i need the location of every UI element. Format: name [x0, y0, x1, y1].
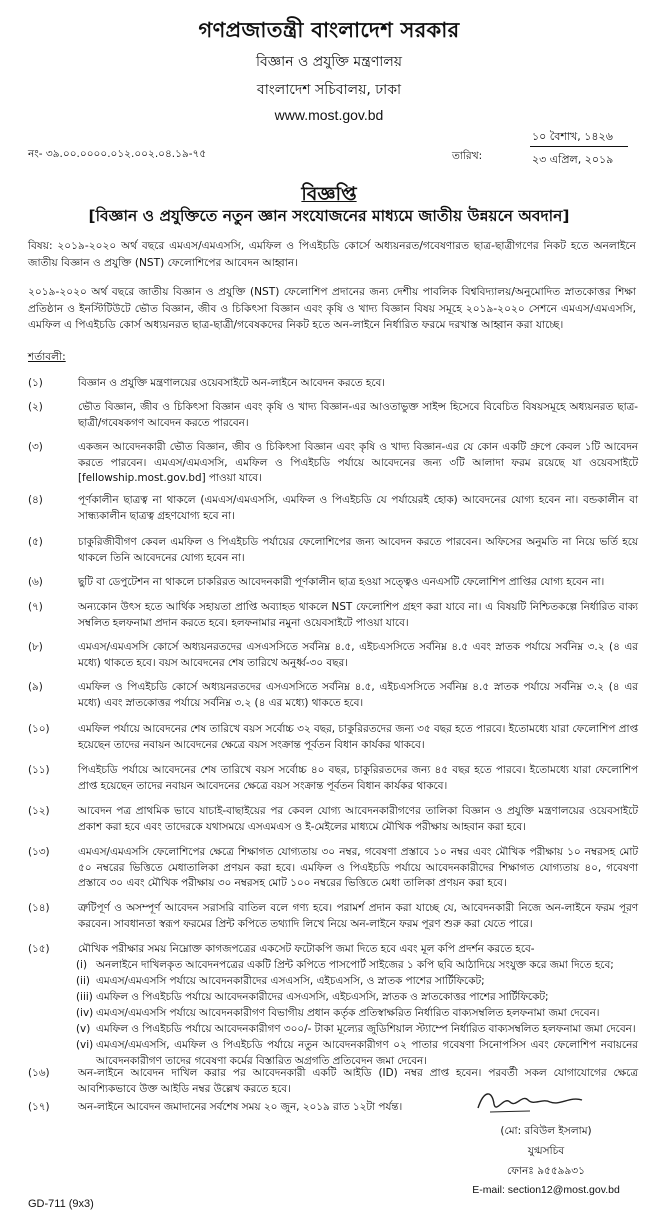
document-text: এমফিল ও পিএইচডি পর্যায়ে আবেদনকারীদের এসএসসি, এইচএসসি, স্নাতক ও স্নাতকোত্তর পাশের সার্টিফিকেট;: [96, 991, 549, 1003]
date-bangla: ১০ বৈশাখ, ১৪২৬: [532, 130, 613, 143]
subject-paragraph: বিষয়: ২০১৯-২০২০ অর্থ বছরে এমএস/এমএসসি, এমফিল ও পিএইচডি কোর্সে অধ্যয়নরত/গবেষণারত ছাত্র-ছাত্রীগণের নিকট হতে অনলাইনে জাতীয় বিজ্ঞান ও প্রযুক্তি (NST) ফেলোশিপের আবেদন আহ্বান।: [28, 240, 636, 269]
document-number: (vi): [76, 1039, 94, 1051]
condition-text: পূর্ণকালীন ছাত্রত্ব না থাকলে (এমএস/এমএসসি, এমফিল ও পিএইচডি যে পর্যায়েরই হোক) আবেদনের যোগ্য হবেন না। বন্ডকালীন বা সান্ধ্যকালীন ছাত্রত্ব গ্রহণযোগ্য হবে না।: [78, 494, 638, 522]
condition-number: (১২): [28, 805, 50, 817]
condition-text: একজন আবেদনকারী ভৌত বিজ্ঞান, জীব ও চিকিৎসা বিজ্ঞান এবং কৃষি ও খাদ্য বিজ্ঞান-এর যে কোন একটি গ্রুপে কেবল ১টি আবেদন করতে পারবেন। এমএস/এমএসসি, এমফিল ও পিএইচডি পর্যায়ে আবেদনের জন্য ৩টি আলাদা ফরম রয়েছে যা ওয়েবসাইটে [fellowship.most.gov.bd] পাওয়া যাবে।: [78, 441, 638, 484]
conditions-label: শর্তাবলী:: [28, 351, 66, 363]
signature-scribble: [470, 1080, 590, 1120]
signatory-name: (মো: রবিউল ইসলাম): [500, 1125, 592, 1137]
date-label: তারিখ:: [452, 150, 483, 162]
condition-number: (১৫): [28, 943, 50, 955]
document-text: এমফিল ও পিএইচডি পর্যায়ে আবেদনকারীগণ ৩০০/- টাকা মূল্যের জুডিশিয়াল স্ট্যাম্পে নির্ধারিত বাক্যসম্বলিত হলফনামা জমা দেবেন।: [96, 1023, 636, 1035]
condition-number: (৭): [28, 601, 43, 613]
document-text: অনলাইনে দাখিলকৃত আবেদনপত্রের একটি প্রিন্ট কপিতে পাসপোর্ট সাইজের ১ কপি ছবি আঠাদিয়ে সংযুক্ত করে জমা দিতে হবে;: [96, 959, 614, 971]
condition-number: (৯): [28, 681, 43, 693]
signatory-designation: যুগ্মসচিব: [527, 1145, 565, 1157]
condition-number: (১১): [28, 764, 50, 776]
condition-number: (১৭): [28, 1101, 50, 1113]
condition-text: আবেদন পত্র প্রাথমিক ভাবে যাচাই-বাছাইয়ের পর কেবল যোগ্য আবেদনকারীগণের তালিকা বিজ্ঞান ও প্রযুক্তি মন্ত্রণালয়ের ওয়েবসাইটে প্রকাশ করা হবে এবং তাদেরকে যথাসময়ে এসএমএস ও ই-মেইলের মাধ্যমে মৌখিক পরীক্ষায় আহবান করা হবে।: [78, 805, 638, 833]
intro-paragraph: ২০১৯-২০২০ অর্থ বছরে জাতীয় বিজ্ঞান ও প্রযুক্তি (NST) ফেলোশিপ প্রদানের জন্য দেশীয় পাবলিক বিশ্ববিদ্যালয়/অনুমোদিত স্নাতকোত্তর শিক্ষা প্রতিষ্ঠান ও ইনস্টিটিউটে ভৌত বিজ্ঞান, জীব ও চিকিৎসা বিজ্ঞান এবং কৃষি ও খাদ্য বিজ্ঞান বিষয় সমূহে ২০১৯-২০২০ সেশনে এমএস/এমএসসি, এমফিল এ পিএইচডি কোর্স অধ্যয়নরত ছাত্র-ছাত্রী/গবেষকদের নিকট হতে অন-লাইনে নির্ধারিত ফরমে দরখাস্ত আহ্বান করা যাচ্ছে।: [28, 286, 636, 331]
condition-text: চাকুরিজীবীগণ কেবল এমফিল ও পিএইচডি পর্যায়ের ফেলোশিপের জন্য আবেদন করতে পারবেন। অফিসের অনুমতি না নিয়ে ভর্তি হয়ে থাকলে তিনি আবেদনের যোগ্য হবেন না।: [78, 536, 638, 564]
condition-text: অন্যকোন উৎস হতে আর্থিক সহায়তা প্রাপ্তি অব্যাহত থাকলে NST ফেলোশিপ গ্রহণ করা যাবে না। এ বিষয়টি নিশ্চিতকল্পে নির্ধারিত বাক্য সম্বলিত হলফনামা প্রদান করতে হবে। হলফনামার নমুনা ওয়েবসাইটে পাওয়া যাবে।: [78, 601, 638, 629]
condition-text: এমএস/এমএসসি কোর্সে অধ্যয়নরতদের এসএসসিতে সর্বনিম্ন ৪.৫, এইচএসসিতে সর্বনিম্ন ৪.৫ এবং স্নাতক পর্যায়ে সর্বনিম্ন ৩.২ (৪ এর মধ্যে) থাকতে হবে। বয়স আবেদনের শেষ তারিখে অনুর্ধ্ব-৩০ বছর।: [78, 641, 638, 669]
condition-text: ত্রুটিপূর্ণ ও অসম্পূর্ণ আবেদন সরাসরি বাতিল বলে গণ্য হবে। পরামর্শ প্রদান করা যাচ্ছে যে, আবেদনকারী নিজে অন-লাইনে ফরম পূরণ করবেন। সাবধানতা স্বরূপ ফরমের প্রিন্ট কপিতে তথ্যাদি লিখে নিয়ে অন-লাইনে ফরম পূরণ শুরু করা যেতে পারে।: [78, 902, 638, 930]
document-text: এমএস/এমএসসি, এমফিল ও পিএইচডি পর্যায়ে নতুন আবেদনকারীগণ ০২ পাতার গবেষণা সিনোপসিস এবং ফেলোশিপ নবায়নের আবেদনকারীগণ তাদের গবেষণা কর্মের বিস্তারিত অগ্রগতি প্রতিবেদন জমা দেবেন।: [96, 1039, 638, 1067]
notice-subtitle: [বিজ্ঞান ও প্রযুক্তিতে নতুন জ্ঞান সংযোজনের মাধ্যমে জাতীয় উন্নয়নে অবদান]: [88, 207, 570, 225]
ministry-name: বিজ্ঞান ও প্রযুক্তি মন্ত্রণালয়: [255, 54, 403, 70]
document-text: এমএস/এমএসসি পর্যায়ে আবেদনকারীদের এসএসসি, এইচএসসি, ও স্নাতক পাশের সার্টিফিকেট;: [96, 975, 485, 987]
condition-number: (১): [28, 377, 43, 389]
condition-number: (১৩): [28, 846, 50, 858]
condition-text: এমফিল পর্যায়ে আবেদনের শেষ তারিখে বয়স সর্বোচ্চ ৩২ বছর, চাকুরিরতদের জন্য ৩৫ বছর হতে পারবে। ইতোমধ্যে যারা ফেলোশিপ প্রাপ্ত হয়েছেন তাদের নবায়ন আবেদনের ক্ষেত্রে বয়স সংক্রান্ত পূর্বতন বিধান কার্যকর থাকবে।: [78, 723, 638, 751]
date-divider: [530, 146, 628, 147]
document-number: (iv): [76, 1007, 94, 1019]
signatory-phone: ফোনঃ ৯৫৫৯৯৩১: [507, 1165, 585, 1177]
condition-number: (৬): [28, 576, 43, 588]
condition-text: বিজ্ঞান ও প্রযুক্তি মন্ত্রণালয়ের ওয়েবসাইটে অন-লাইনে আবেদন করতে হবে।: [78, 377, 385, 389]
condition-text: এমএস/এমএসসি ফেলোশিপের ক্ষেত্রে শিক্ষাগত যোগ্যতায় ৩০ নম্বর, গবেষণা প্রস্তাবে ১০ নম্বর এবং মৌখিক পরীক্ষায় ১০ নম্বরসহ মোট ৫০ নম্বরের ভিত্তিতে মেধাতালিকা প্রণয়ন করা হবে। এমফিল ও পিএইচডি পর্যায়ে আবেদনকারীদের শিক্ষাগত যোগ্যতায় ৪০, গবেষণা প্রস্তাবে ৩০ এবং মৌখিক পরীক্ষায় ৩০ নম্বরসহ মোট ১০০ নম্বরের ভিত্তিতে মেধা তালিকা প্রণয়ন করা হবে।: [78, 846, 638, 889]
document-number: (ii): [76, 975, 90, 987]
condition-number: (২): [28, 401, 43, 413]
condition-text: মৌখিক পরীক্ষার সময় নিম্নোক্ত কাগজপত্রের একসেট ফটোকপি জমা দিতে হবে এবং মূল কপি প্রদর্শন করতে হবে-: [78, 943, 535, 955]
document-number: (v): [76, 1023, 91, 1035]
condition-text: ছুটি বা ডেপুটেশন না থাকলে চাকরিরত আবেদনকারী পূর্ণকালীন ছাত্র হওয়া সত্ত্বেও এনএসটি ফেলোশিপ প্রাপ্তির যোগ্য হবেন না।: [78, 576, 605, 588]
condition-number: (১৪): [28, 902, 50, 914]
notice-title: বিজ্ঞপ্তি: [301, 183, 357, 205]
condition-number: (৪): [28, 494, 43, 506]
condition-text: পিএইচডি পর্যায়ে আবেদনের শেষ তারিখে বয়স সর্বোচ্চ ৪০ বছর, চাকুরিরতদের জন্য ৪৫ বছর হতে পারবে। ইতোমধ্যে যারা ফেলোশিপ প্রাপ্ত হয়েছেন তাদের নবায়ন আবেদনের ক্ষেত্রে বয়স সংক্রান্ত পূর্বতন বিধান কার্যকর থাকবে।: [78, 764, 638, 792]
condition-text: অন-লাইনে আবেদন জমাদানের সর্বশেষ সময় ২০ জুন, ২০১৯ রাত ১২টা পর্যন্ত।: [78, 1101, 403, 1113]
condition-number: (৩): [28, 441, 43, 453]
date-english: ২৩ এপ্রিল, ২০১৯: [532, 153, 614, 166]
memo-number: নং- ৩৯.০০.০০০০.০১২.০০২.০৪.১৯-৭৫: [28, 148, 207, 160]
ministry-website[interactable]: www.most.gov.bd: [274, 107, 384, 123]
condition-text: ভৌত বিজ্ঞান, জীব ও চিকিৎসা বিজ্ঞান এবং কৃষি ও খাদ্য বিজ্ঞান-এর আওতাভুক্ত সাইন্স হিসেবে বিবেচিত বিষয়সমূহে অধ্যয়নরত ছাত্র-ছাত্রী/গবেষকগণ আবেদন করতে পারবেন।: [78, 401, 638, 429]
document-number: (i): [76, 959, 87, 971]
condition-number: (১০): [28, 723, 50, 735]
condition-number: (১৬): [28, 1067, 50, 1079]
condition-text: অন-লাইনে আবেদন দাখিল করার পর আবেদনকারী একটি আইডি (ID) নম্বর প্রাপ্ত হবেন। পরবর্তী সকল যোগাযোগের ক্ষেত্রে আবশ্যিকভাবে উক্ত আইডি নম্বর উল্লেখ করতে হবে।: [78, 1067, 638, 1095]
document-text: এমএস/এমএসসি পর্যায়ে আবেদনকারীগণ বিভাগীয় প্রধান কর্তৃক প্রতিস্বাক্ষরিত নির্ধারিত বাক্যসম্বলিত হলফনামা জমা দেবেন।: [96, 1007, 600, 1019]
condition-number: (৮): [28, 641, 43, 653]
signature-icon: [470, 1080, 590, 1120]
ministry-location: বাংলাদেশ সচিবালয়, ঢাকা: [256, 82, 402, 98]
signatory-email[interactable]: E-mail: section12@most.gov.bd: [472, 1184, 620, 1196]
gd-code: GD-711 (9x3): [28, 1198, 94, 1210]
condition-number: (৫): [28, 536, 43, 548]
document-number: (iii): [76, 991, 93, 1003]
condition-text: এমফিল ও পিএইচডি কোর্সে অধ্যয়নরতদের এসএসসিতে সর্বনিম্ন ৪.৫, এইচএসসিতে সর্বনিম্ন ৪.৫ স্নাতক পর্যায়ে সর্বনিম্ন ৩.২ (৪ এর মধ্যে) এবং স্নাতকোত্তর পর্যায়ে সর্বনিম্ন ৩.২ (৪ এর মধ্যে) থাকতে হবে।: [78, 681, 638, 709]
government-title: গণপ্রজাতন্ত্রী বাংলাদেশ সরকার: [198, 18, 460, 42]
